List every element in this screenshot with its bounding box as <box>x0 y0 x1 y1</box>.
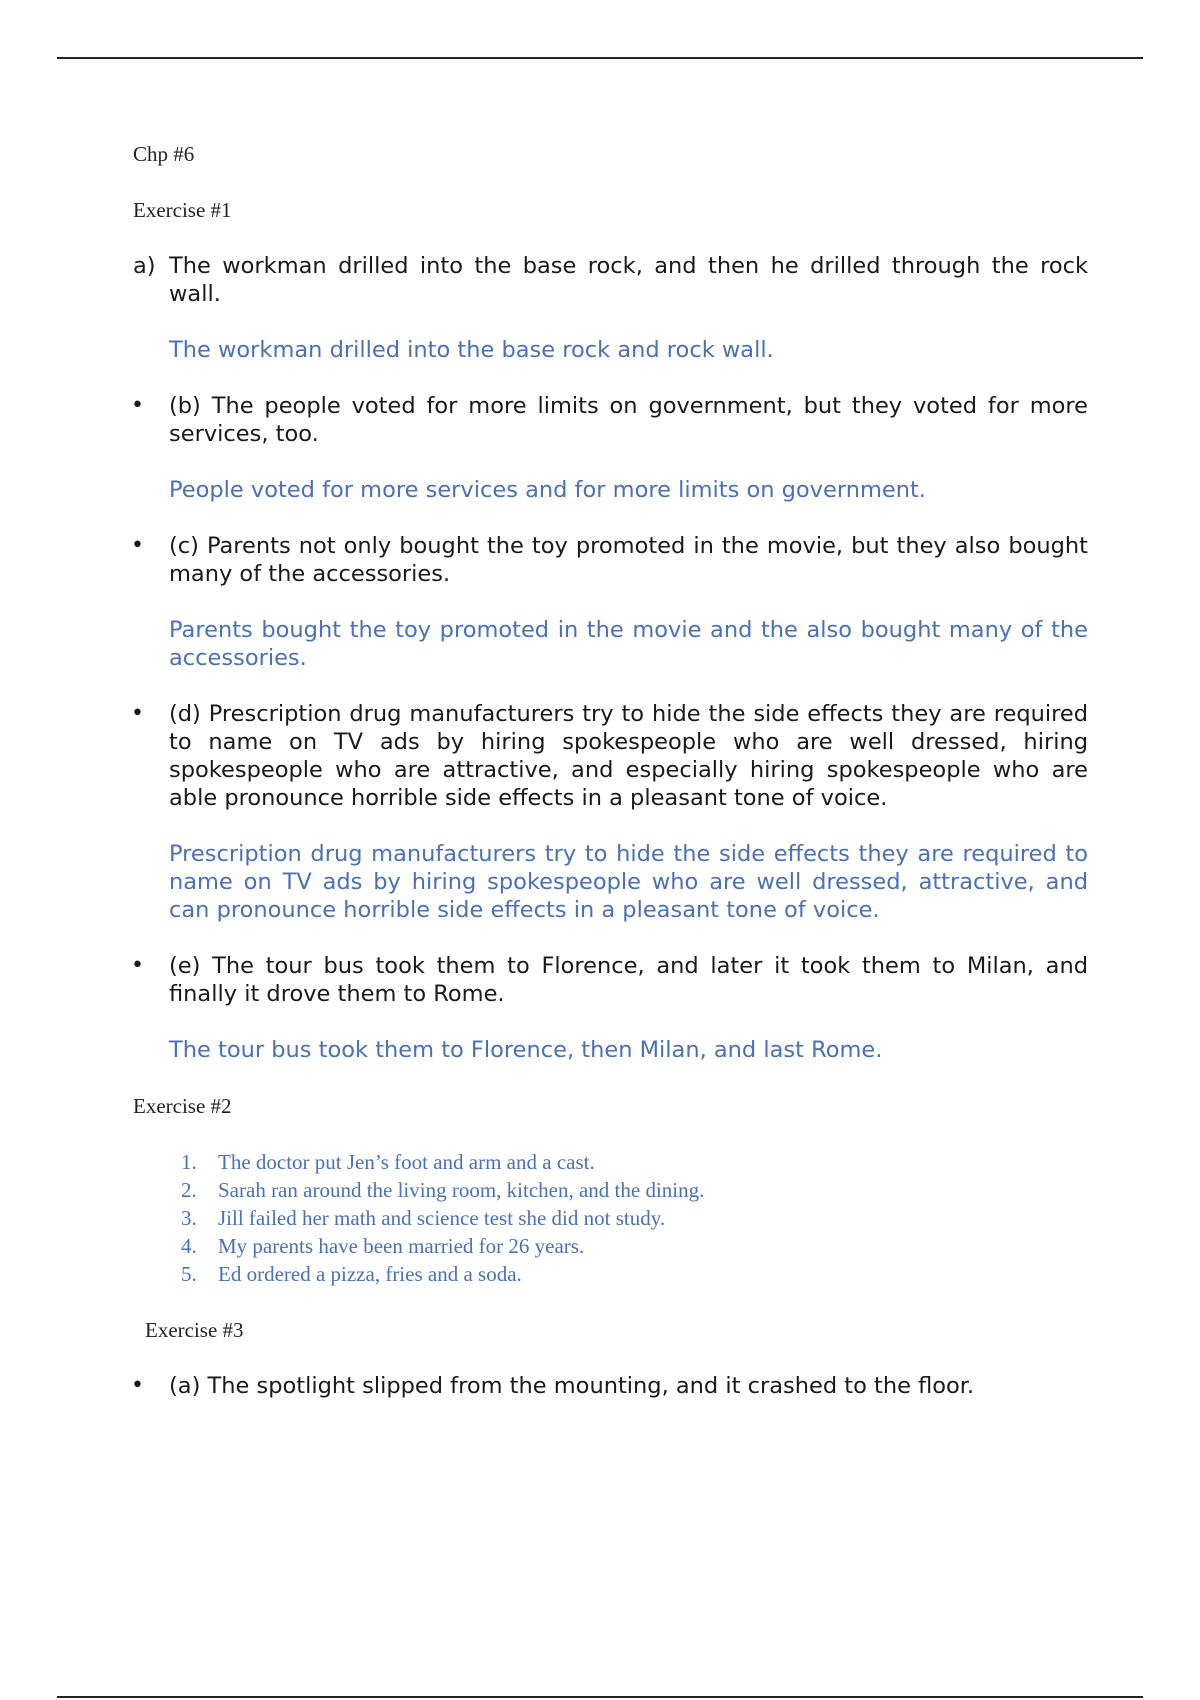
list-item <box>133 1260 1088 1288</box>
bullet-icon: • <box>131 533 144 558</box>
question-text: (c) Parents not only bought the toy promoted in the movie, but they also bought many of the accessories. <box>169 533 1088 587</box>
answer-a: The workman drilled into the base rock and rock wall. <box>169 337 774 363</box>
question-b <box>133 392 1088 448</box>
question-text: (b) The people voted for more limits on government, but they voted for more services, too. <box>169 393 1088 447</box>
exercise-2-list <box>133 1148 1088 1288</box>
exercise-1-item <box>133 392 1088 504</box>
chapter-title: Chp #6 <box>133 142 195 166</box>
top-rule <box>57 57 1143 59</box>
list-text: My parents have been married for 26 years. <box>218 1234 585 1258</box>
item-marker: a) <box>133 253 156 279</box>
question-text: (d) Prescription drug manufacturers try to hide the side effects they are required to name on TV ads by hiring spokespeople who are well dressed, hiring spokespeople who are attractive, and especially hiring spokespeople who are able pronounce horrible side effects in a pleasant tone of voice. <box>169 701 1088 811</box>
list-text: The doctor put Jen’s foot and arm and a cast. <box>218 1150 595 1174</box>
list-item <box>133 1204 1088 1232</box>
question-c <box>133 532 1088 588</box>
list-number: 4. <box>181 1234 197 1258</box>
exercise-1-title: Exercise #1 <box>133 198 232 222</box>
list-text: Ed ordered a pizza, fries and a soda. <box>218 1262 522 1286</box>
bullet-icon: • <box>131 1373 144 1398</box>
answer-d: Prescription drug manufacturers try to hide the side effects they are required to name on TV ads by hiring spokespeople who are well dressed, attractive, and can pronounce horrible side effects in a pleasant tone of voice. <box>169 841 1088 923</box>
exercise-3-item <box>133 1372 1088 1400</box>
list-item <box>133 1176 1088 1204</box>
question-text: The workman drilled into the base rock, and then he drilled through the rock wall. <box>169 253 1088 307</box>
list-text: Sarah ran around the living room, kitchen, and the dining. <box>218 1178 705 1202</box>
answer-c: Parents bought the toy promoted in the movie and the also bought many of the accessories. <box>169 617 1088 671</box>
list-text: Jill failed her math and science test she did not study. <box>218 1206 666 1230</box>
question-text: (e) The tour bus took them to Florence, and later it took them to Milan, and finally it drove them to Rome. <box>169 953 1088 1007</box>
question-3a <box>133 1372 1088 1400</box>
answer-e: The tour bus took them to Florence, then Milan, and last Rome. <box>169 1037 883 1063</box>
bottom-rule <box>57 1696 1143 1698</box>
exercise-2-title: Exercise #2 <box>133 1094 232 1118</box>
exercise-1-item <box>133 952 1088 1064</box>
list-number: 2. <box>181 1178 197 1202</box>
question-a <box>133 252 1088 308</box>
exercise-3-title: Exercise #3 <box>145 1318 244 1342</box>
list-item <box>133 1232 1088 1260</box>
document-body <box>133 140 1088 1400</box>
list-number: 1. <box>181 1150 197 1174</box>
question-text: (a) The spotlight slipped from the mounting, and it crashed to the floor. <box>169 1373 975 1399</box>
exercise-1-item <box>133 700 1088 924</box>
list-number: 3. <box>181 1206 197 1230</box>
bullet-icon: • <box>131 953 144 978</box>
bullet-icon: • <box>131 701 144 726</box>
bullet-icon: • <box>131 393 144 418</box>
question-d <box>133 700 1088 812</box>
list-number: 5. <box>181 1262 197 1286</box>
list-item <box>133 1148 1088 1176</box>
exercise-1-item <box>133 532 1088 672</box>
exercise-1-item <box>133 252 1088 364</box>
answer-b: People voted for more services and for more limits on government. <box>169 477 926 503</box>
question-e <box>133 952 1088 1008</box>
